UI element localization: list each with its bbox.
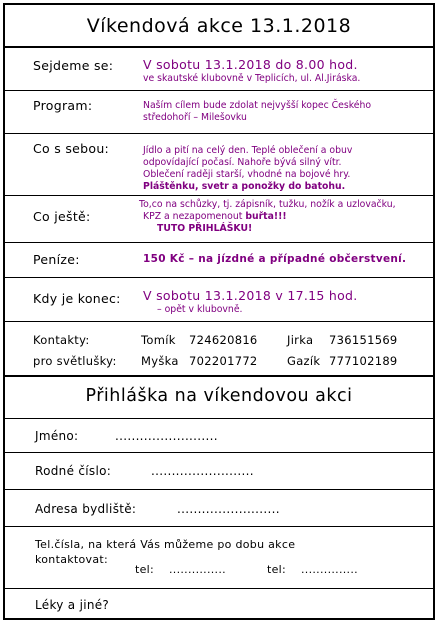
form-title: Přihláška na víkendovou akci: [85, 386, 353, 406]
name-field[interactable]: .........................: [115, 429, 218, 443]
bring-line: odpovídající počasí. Nahoře bývá silný vítr.: [143, 157, 342, 168]
bring-line: Pláštěnku, svetr a ponožky do batohu.: [143, 181, 346, 192]
also-line: To,co na schůzky, tj. zápisník, tužku, nožík a uzlovačku,: [139, 199, 396, 210]
money-value: 150 Kč – na jízdné a případné občerstvení.: [143, 253, 407, 265]
contact-name: Gazík: [287, 354, 321, 368]
bring-line: Oblečení raději starší, vhodné na bojové hry.: [143, 169, 351, 180]
bring-label: Co s sebou:: [33, 141, 110, 156]
end-time: V sobotu 13.1.2018 v 17.15 hod.: [143, 288, 358, 303]
address-field[interactable]: .........................: [177, 502, 280, 516]
meeting-label: Sejdeme se:: [33, 58, 114, 73]
divider: [5, 452, 433, 453]
also-line: TUTO PŘIHLÁŠKU!: [157, 223, 253, 234]
name-label: Jméno:: [35, 429, 79, 443]
divider: [5, 133, 433, 134]
divider: [5, 489, 433, 490]
program-line: Naším cílem bude zdolat nejvyšší kopec Českého: [143, 100, 372, 111]
end-place: – opět v klubovně.: [157, 304, 243, 315]
contact-phone: 724620816: [189, 333, 258, 347]
divider: [5, 46, 433, 48]
divider: [5, 418, 433, 419]
tel-label: tel:: [135, 563, 155, 576]
phone-instructions: Tel.čísla, na která Vás můžeme po dobu akce: [35, 538, 296, 551]
contact-phone: 777102189: [329, 354, 398, 368]
page-title: Víkendová akce 13.1.2018: [86, 15, 352, 37]
contact-name: Myška: [141, 354, 179, 368]
tel-field[interactable]: ...............: [301, 563, 358, 576]
divider: [5, 321, 433, 322]
contact-name: Tomík: [141, 333, 176, 347]
divider: [5, 90, 433, 91]
page-frame: [3, 3, 435, 620]
program-label: Program:: [33, 98, 93, 113]
tel-label: tel:: [267, 563, 287, 576]
also-line: KPZ a nezapomenout buřta!!!: [143, 211, 287, 222]
divider: [5, 277, 433, 278]
contacts-label-2: pro světlušky:: [33, 354, 117, 368]
also-label: Co ještě:: [33, 209, 91, 224]
meeting-time: V sobotu 13.1.2018 do 8.00 hod.: [143, 57, 358, 72]
contact-phone: 736151569: [329, 333, 398, 347]
contact-phone: 702201772: [189, 354, 258, 368]
divider: [5, 195, 433, 196]
divider: [5, 375, 433, 377]
birth-number-label: Rodné číslo:: [35, 464, 112, 478]
address-label: Adresa bydliště:: [35, 502, 137, 516]
bring-line: Jídlo a pití na celý den. Teplé oblečení a obuv: [143, 145, 353, 156]
meeting-place: ve skautské klubovně v Teplicích, ul. Al.Jiráska.: [143, 73, 361, 84]
program-line: středohoří – Milešovku: [143, 112, 247, 123]
contacts-label: Kontakty:: [33, 333, 90, 347]
contact-name: Jirka: [287, 333, 314, 347]
divider: [5, 588, 433, 589]
tel-field[interactable]: ...............: [169, 563, 226, 576]
medication-label: Léky a jiné?: [35, 598, 110, 612]
divider: [5, 242, 433, 243]
birth-number-field[interactable]: .........................: [151, 464, 254, 478]
end-label: Kdy je konec:: [33, 291, 121, 306]
phone-instructions: kontaktovat:: [35, 553, 109, 566]
divider: [5, 526, 433, 527]
money-label: Peníze:: [33, 252, 80, 267]
